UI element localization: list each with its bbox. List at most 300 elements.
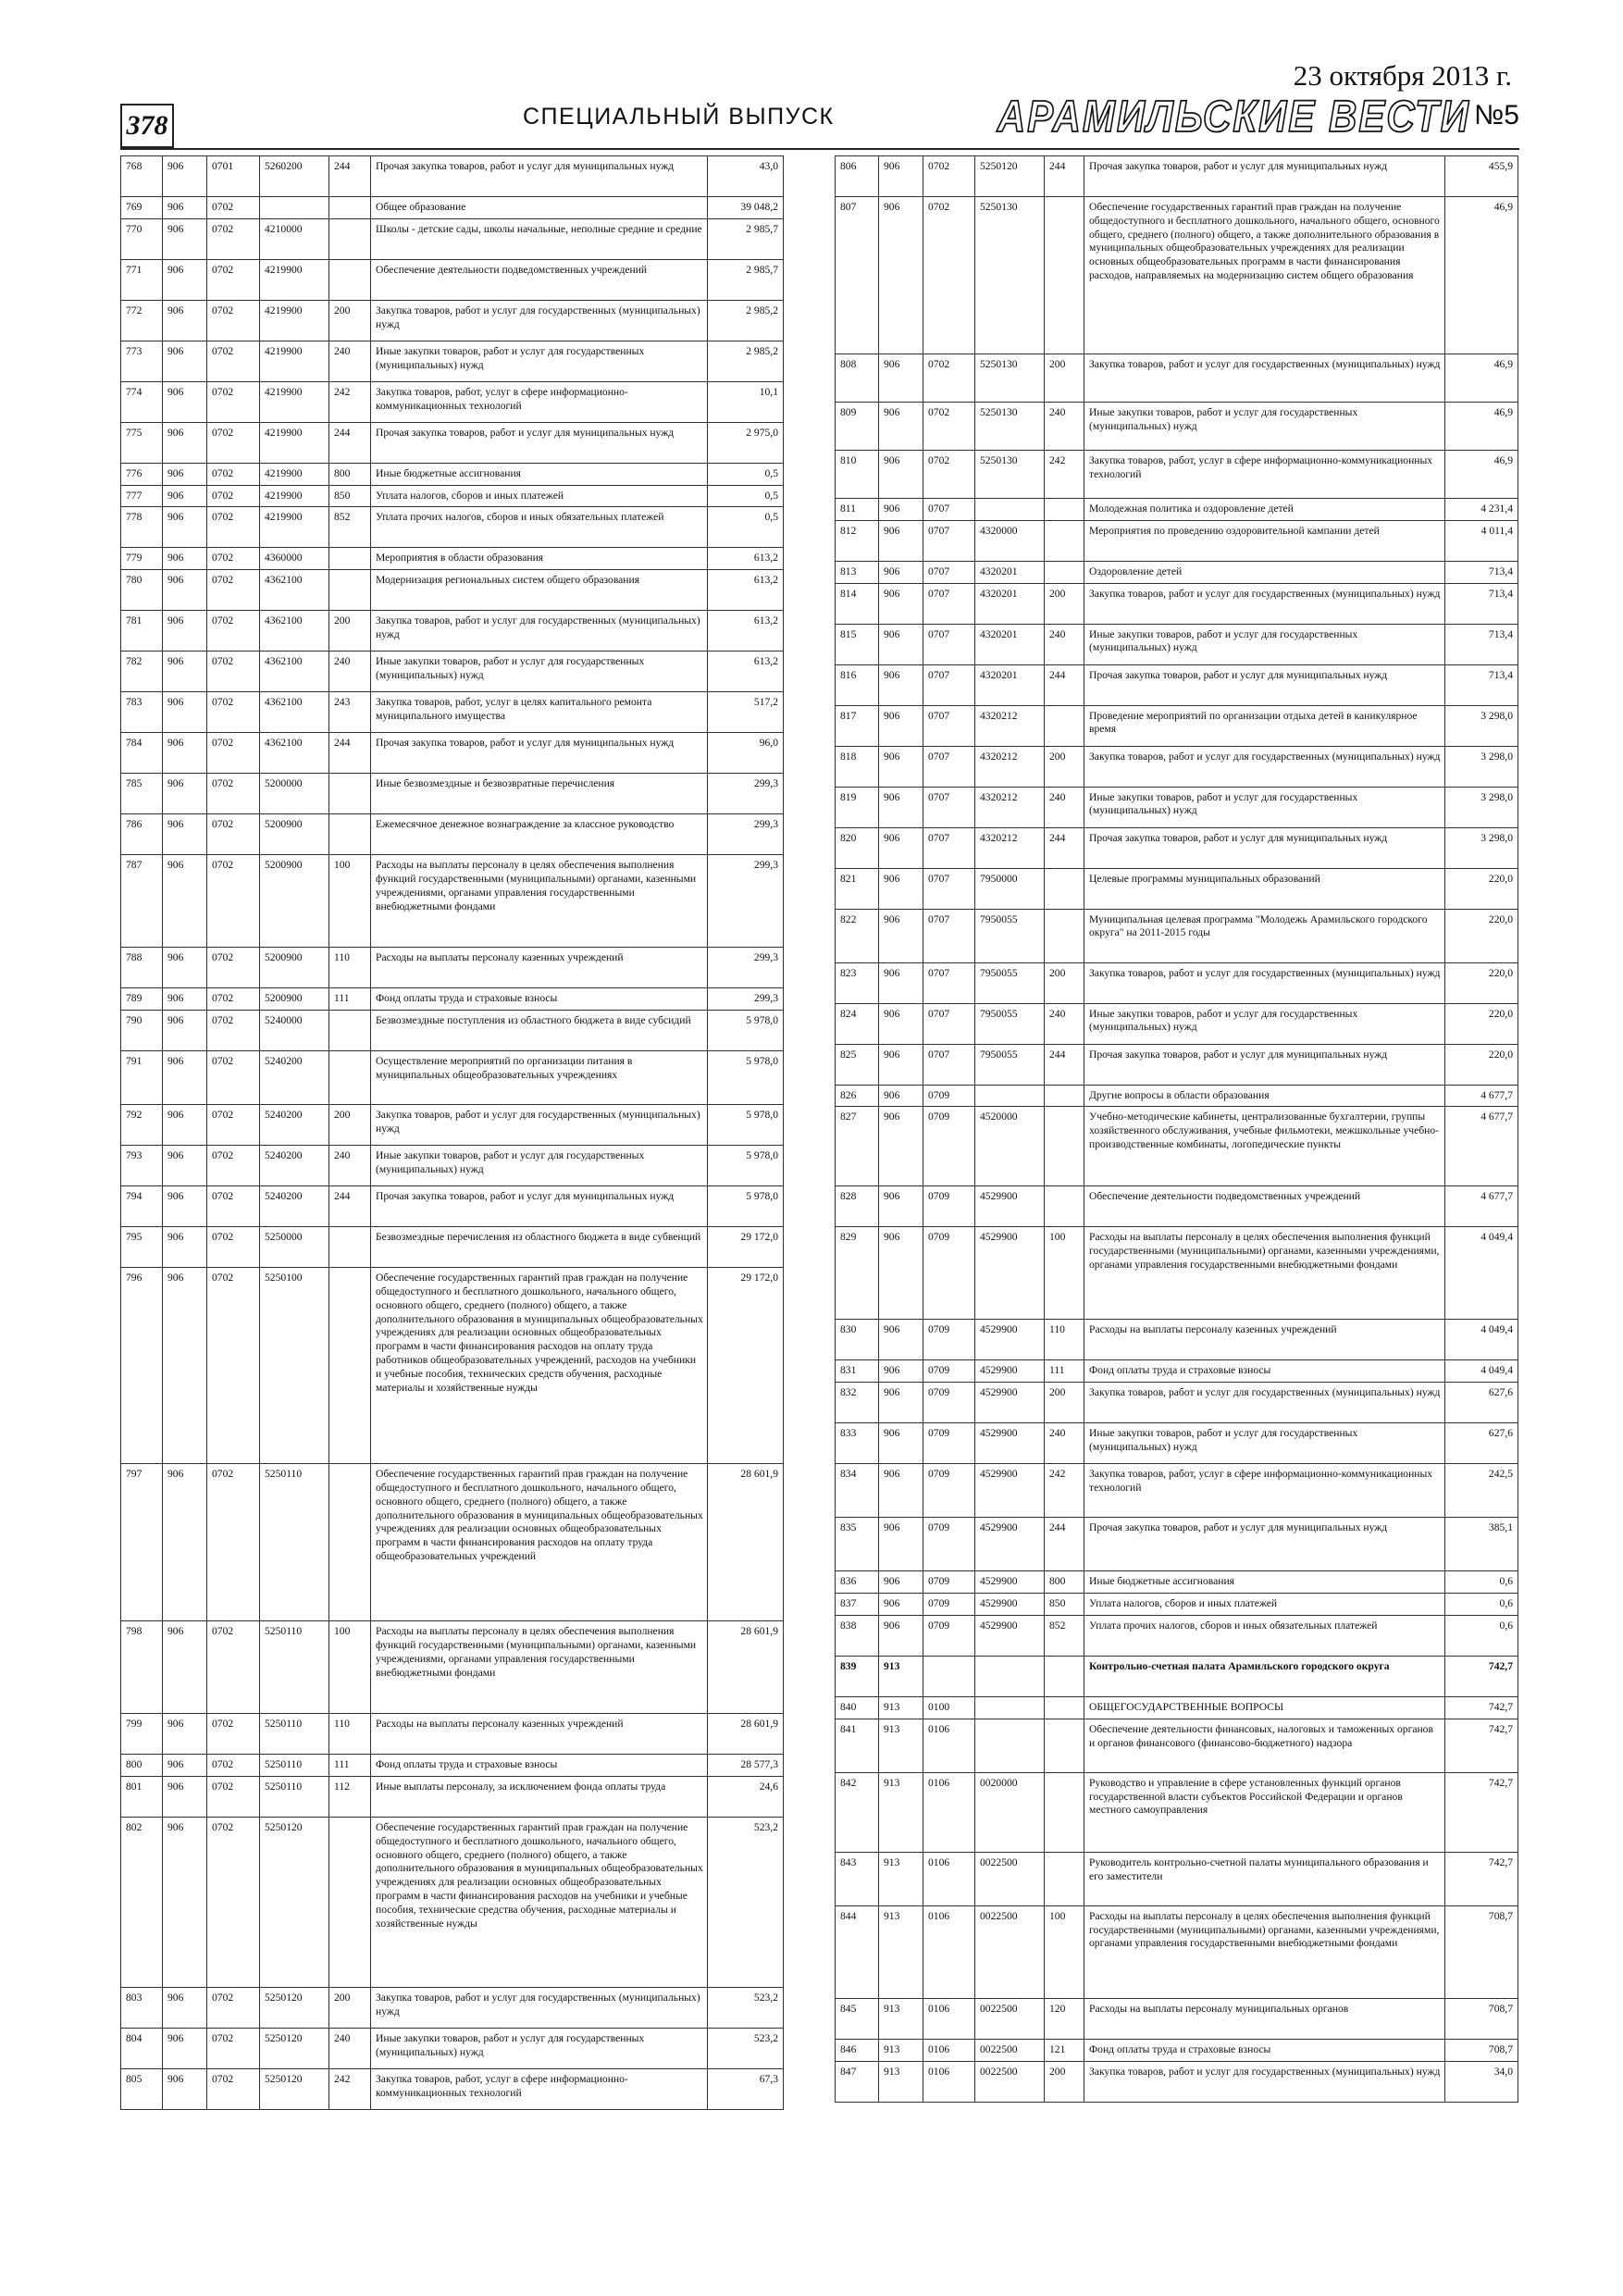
expense-name-cell: Обеспечение деятельности финансовых, налоговых и таможенных органов и органов финансового (финансово-бюджетного) надзора — [1084, 1719, 1445, 1772]
row-number-cell: 845 — [836, 1998, 879, 2039]
expense-name-cell: Общее образование — [371, 197, 708, 219]
section-code-cell: 0702 — [207, 1268, 260, 1464]
expense-type-cell: 242 — [329, 381, 371, 422]
target-article-cell: 5250120 — [260, 1987, 329, 2028]
section-code-cell: 0702 — [207, 1051, 260, 1105]
org-code-cell: 913 — [879, 1696, 923, 1719]
org-code-cell: 906 — [879, 868, 923, 909]
section-code-cell: 0709 — [923, 1186, 975, 1227]
expense-type-cell: 852 — [329, 507, 371, 548]
table-row — [121, 1227, 784, 1268]
amount-cell: 46,9 — [1445, 197, 1518, 354]
table-row — [121, 1268, 784, 1464]
row-number-cell: 834 — [836, 1464, 879, 1518]
amount-cell: 299,3 — [708, 855, 784, 948]
amount-cell: 220,0 — [1445, 1044, 1518, 1085]
section-code-cell — [923, 1656, 975, 1696]
amount-cell: 220,0 — [1445, 909, 1518, 962]
expense-type-cell: 200 — [1045, 583, 1084, 624]
row-number-cell: 769 — [121, 197, 163, 219]
expense-name-cell: Расходы на выплаты персоналу муниципальных органов — [1084, 1998, 1445, 2039]
target-article-cell: 5250110 — [260, 1755, 329, 1777]
expense-type-cell — [1045, 1186, 1084, 1227]
expense-type-cell: 111 — [1045, 1360, 1084, 1383]
table-row — [836, 1464, 1518, 1518]
expense-type-cell: 240 — [1045, 1003, 1084, 1044]
amount-cell: 708,7 — [1445, 1998, 1518, 2039]
expense-name-cell: Уплата прочих налогов, сборов и иных обязательных платежей — [371, 507, 708, 548]
amount-cell: 613,2 — [708, 611, 784, 652]
section-code-cell: 0701 — [207, 156, 260, 197]
target-article-cell: 5250130 — [975, 451, 1045, 499]
section-code-cell: 0702 — [207, 1011, 260, 1051]
org-code-cell: 906 — [879, 583, 923, 624]
table-row — [836, 1044, 1518, 1085]
expense-type-cell: 121 — [1045, 2039, 1084, 2061]
section-code-cell: 0702 — [207, 774, 260, 814]
section-code-cell: 0702 — [207, 341, 260, 381]
target-article-cell: 5250120 — [260, 2068, 329, 2109]
target-article-cell: 5240200 — [260, 1186, 329, 1227]
target-article-cell: 4362100 — [260, 652, 329, 692]
expense-type-cell: 120 — [1045, 1998, 1084, 2039]
expense-name-cell: Закупка товаров, работ и услуг для государственных (муниципальных) нужд — [371, 300, 708, 341]
table-row — [836, 1360, 1518, 1383]
expense-name-cell: Расходы на выплаты персоналу в целях обеспечения выполнения функций государственными (муниципальными) органами, казенными учреждениями, органами управления государственными внебюджетными фондами — [371, 1621, 708, 1714]
amount-cell: 46,9 — [1445, 403, 1518, 451]
section-code-cell: 0702 — [207, 1186, 260, 1227]
expense-name-cell: Уплата налогов, сборов и иных платежей — [371, 485, 708, 507]
target-article-cell: 5240200 — [260, 1105, 329, 1146]
expense-name-cell: Прочая закупка товаров, работ и услуг для муниципальных нужд — [1084, 1518, 1445, 1571]
section-code-cell: 0100 — [923, 1696, 975, 1719]
section-code-cell: 0702 — [207, 218, 260, 259]
section-code-cell: 0707 — [923, 583, 975, 624]
expense-name-cell: Школы - детские сады, школы начальные, неполные средние и средние — [371, 218, 708, 259]
target-article-cell: 4219900 — [260, 300, 329, 341]
target-article-cell: 4362100 — [260, 611, 329, 652]
table-row — [836, 1719, 1518, 1772]
table-row — [121, 463, 784, 485]
table-row — [836, 2039, 1518, 2061]
target-article-cell: 5250130 — [975, 403, 1045, 451]
row-number-cell: 788 — [121, 948, 163, 988]
section-code-cell: 0702 — [207, 814, 260, 855]
expense-type-cell — [329, 1051, 371, 1105]
row-number-cell: 780 — [121, 570, 163, 611]
amount-cell: 0,6 — [1445, 1571, 1518, 1594]
expense-type-cell: 200 — [1045, 962, 1084, 1003]
expense-type-cell: 244 — [1045, 664, 1084, 705]
table-row — [836, 451, 1518, 499]
section-code-cell: 0709 — [923, 1594, 975, 1616]
expense-name-cell: Расходы на выплаты персоналу в целях обеспечения выполнения функций государственными (муниципальными) органами, казенными учреждениями, органами управления государственными внебюджетными фондами — [1084, 1227, 1445, 1320]
row-number-cell: 814 — [836, 583, 879, 624]
expense-name-cell: Иные закупки товаров, работ и услуг для государственных (муниципальных) нужд — [1084, 1003, 1445, 1044]
org-code-cell: 906 — [879, 520, 923, 561]
table-row — [121, 1714, 784, 1755]
table-row — [121, 2028, 784, 2068]
org-code-cell: 913 — [879, 2039, 923, 2061]
table-row — [121, 422, 784, 463]
target-article-cell: 5200900 — [260, 988, 329, 1011]
amount-cell: 24,6 — [708, 1776, 784, 1817]
org-code-cell: 906 — [163, 1714, 207, 1755]
expense-name-cell: Расходы на выплаты персоналу казенных учреждений — [371, 948, 708, 988]
org-code-cell: 906 — [163, 988, 207, 1011]
amount-cell: 713,4 — [1445, 664, 1518, 705]
amount-cell: 0,5 — [708, 485, 784, 507]
expense-name-cell: Закупка товаров, работ и услуг для государственных (муниципальных) нужд — [1084, 1383, 1445, 1423]
table-row — [121, 218, 784, 259]
org-code-cell: 906 — [163, 1146, 207, 1186]
amount-cell: 3 298,0 — [1445, 705, 1518, 746]
org-code-cell: 913 — [879, 1772, 923, 1852]
org-code-cell: 906 — [163, 259, 207, 300]
row-number-cell: 795 — [121, 1227, 163, 1268]
table-row — [836, 1186, 1518, 1227]
row-number-cell: 836 — [836, 1571, 879, 1594]
org-code-cell: 913 — [879, 2061, 923, 2102]
target-article-cell: 4219900 — [260, 259, 329, 300]
table-row — [836, 403, 1518, 451]
expense-name-cell: Фонд оплаты труда и страховые взносы — [371, 988, 708, 1011]
amount-cell: 613,2 — [708, 652, 784, 692]
header-rule — [120, 148, 1519, 150]
section-code-cell: 0709 — [923, 1423, 975, 1464]
target-article-cell: 5250120 — [260, 2028, 329, 2068]
expense-name-cell: Руководитель контрольно-счетной палаты муниципального образования и его заместители — [1084, 1852, 1445, 1905]
table-row — [836, 1320, 1518, 1360]
expense-type-cell: 100 — [1045, 1905, 1084, 1998]
amount-cell: 742,7 — [1445, 1696, 1518, 1719]
target-article-cell: 4529900 — [975, 1360, 1045, 1383]
table-row — [121, 341, 784, 381]
section-title: СПЕЦИАЛЬНЫЙ ВЫПУСК — [523, 104, 835, 130]
expense-type-cell — [329, 814, 371, 855]
target-article-cell: 5250130 — [975, 197, 1045, 354]
section-code-cell: 0707 — [923, 1044, 975, 1085]
amount-cell: 385,1 — [1445, 1518, 1518, 1571]
org-code-cell: 906 — [163, 1817, 207, 1987]
publication-logo: АРАМИЛЬСКИЕ ВЕСТИ — [997, 91, 1470, 142]
expense-name-cell: Прочая закупка товаров, работ и услуг для муниципальных нужд — [371, 422, 708, 463]
expense-type-cell: 200 — [1045, 354, 1084, 403]
expense-type-cell: 111 — [329, 1755, 371, 1777]
amount-cell: 2 985,2 — [708, 300, 784, 341]
section-code-cell: 0702 — [207, 1714, 260, 1755]
expense-name-cell: Фонд оплаты труда и страховые взносы — [1084, 2039, 1445, 2061]
org-code-cell: 906 — [163, 381, 207, 422]
row-number-cell: 821 — [836, 868, 879, 909]
section-code-cell: 0702 — [207, 422, 260, 463]
target-article-cell: 0022500 — [975, 1905, 1045, 1998]
expense-name-cell: Закупка товаров, работ и услуг для государственных (муниципальных) нужд — [1084, 2061, 1445, 2102]
expense-type-cell — [1045, 499, 1084, 521]
target-article-cell: 5200000 — [260, 774, 329, 814]
expense-name-cell: Уплата прочих налогов, сборов и иных обязательных платежей — [1084, 1615, 1445, 1656]
org-code-cell: 906 — [879, 1186, 923, 1227]
expense-type-cell: 244 — [1045, 1518, 1084, 1571]
expense-type-cell — [329, 1011, 371, 1051]
row-number-cell: 825 — [836, 1044, 879, 1085]
row-number-cell: 781 — [121, 611, 163, 652]
org-code-cell: 906 — [879, 197, 923, 354]
org-code-cell: 906 — [879, 1107, 923, 1186]
org-code-cell: 906 — [879, 746, 923, 787]
amount-cell: 299,3 — [708, 988, 784, 1011]
table-row — [121, 1755, 784, 1777]
target-article-cell: 4320201 — [975, 561, 1045, 583]
left-budget-table — [120, 155, 784, 2110]
row-number-cell: 824 — [836, 1003, 879, 1044]
target-article-cell: 4529900 — [975, 1464, 1045, 1518]
section-code-cell: 0709 — [923, 1227, 975, 1320]
expense-name-cell: Ежемесячное денежное вознаграждение за классное руководство — [371, 814, 708, 855]
amount-cell: 742,7 — [1445, 1656, 1518, 1696]
org-code-cell: 906 — [879, 561, 923, 583]
org-code-cell: 906 — [879, 1518, 923, 1571]
target-article-cell: 7950055 — [975, 909, 1045, 962]
section-code-cell: 0709 — [923, 1085, 975, 1107]
section-code-cell: 0707 — [923, 962, 975, 1003]
amount-cell: 220,0 — [1445, 868, 1518, 909]
expense-name-cell: Иные закупки товаров, работ и услуг для государственных (муниципальных) нужд — [371, 652, 708, 692]
org-code-cell: 906 — [163, 570, 207, 611]
target-article-cell: 4320201 — [975, 583, 1045, 624]
expense-name-cell: Иные закупки товаров, работ и услуг для государственных (муниципальных) нужд — [1084, 403, 1445, 451]
row-number-cell: 841 — [836, 1719, 879, 1772]
target-article-cell: 4529900 — [975, 1594, 1045, 1616]
expense-name-cell: Расходы на выплаты персоналу в целях обеспечения выполнения функций государственными (муниципальными) органами, казенными учреждениями, органами управления государственными внебюджетными фондами — [371, 855, 708, 948]
table-row — [836, 1615, 1518, 1656]
section-code-cell: 0707 — [923, 520, 975, 561]
org-code-cell: 906 — [163, 2028, 207, 2068]
org-code-cell: 906 — [879, 827, 923, 868]
target-article-cell: 4529900 — [975, 1383, 1045, 1423]
amount-cell: 5 978,0 — [708, 1186, 784, 1227]
target-article-cell: 5200900 — [260, 814, 329, 855]
org-code-cell: 906 — [163, 1987, 207, 2028]
expense-type-cell: 240 — [329, 2028, 371, 2068]
expense-type-cell: 240 — [1045, 624, 1084, 664]
amount-cell: 742,7 — [1445, 1852, 1518, 1905]
section-code-cell: 0702 — [207, 1146, 260, 1186]
org-code-cell: 906 — [163, 1776, 207, 1817]
org-code-cell: 906 — [163, 1227, 207, 1268]
table-row — [121, 2068, 784, 2109]
expense-type-cell: 100 — [1045, 1227, 1084, 1320]
row-number-cell: 807 — [836, 197, 879, 354]
target-article-cell: 5200900 — [260, 948, 329, 988]
row-number-cell: 843 — [836, 1852, 879, 1905]
table-row — [121, 855, 784, 948]
expense-name-cell: Прочая закупка товаров, работ и услуг для муниципальных нужд — [1084, 664, 1445, 705]
expense-type-cell — [1045, 561, 1084, 583]
table-row — [836, 1107, 1518, 1186]
row-number-cell: 822 — [836, 909, 879, 962]
amount-cell: 2 985,2 — [708, 341, 784, 381]
expense-type-cell: 240 — [1045, 403, 1084, 451]
expense-type-cell: 100 — [329, 1621, 371, 1714]
expense-name-cell: Прочая закупка товаров, работ и услуг для муниципальных нужд — [1084, 156, 1445, 197]
target-article-cell: 4320212 — [975, 787, 1045, 827]
expense-type-cell: 244 — [329, 733, 371, 774]
expense-name-cell: Учебно-методические кабинеты, централизованные бухгалтерии, группы хозяйственного обслуживания, учебные фильмотеки, межшкольные учебно-производственные комбинаты, логопедические пункты — [1084, 1107, 1445, 1186]
table-row — [836, 1423, 1518, 1464]
row-number-cell: 790 — [121, 1011, 163, 1051]
org-code-cell: 906 — [879, 1423, 923, 1464]
target-article-cell: 0022500 — [975, 1998, 1045, 2039]
section-code-cell: 0702 — [923, 403, 975, 451]
expense-name-cell: Иные закупки товаров, работ и услуг для государственных (муниципальных) нужд — [1084, 787, 1445, 827]
target-article-cell: 5240000 — [260, 1011, 329, 1051]
section-code-cell: 0702 — [923, 156, 975, 197]
target-article-cell: 5250130 — [975, 354, 1045, 403]
target-article-cell: 4362100 — [260, 570, 329, 611]
row-number-cell: 842 — [836, 1772, 879, 1852]
expense-type-cell: 240 — [1045, 787, 1084, 827]
section-code-cell: 0702 — [207, 548, 260, 570]
target-article-cell: 5250110 — [260, 1464, 329, 1621]
org-code-cell: 906 — [163, 652, 207, 692]
amount-cell: 46,9 — [1445, 451, 1518, 499]
row-number-cell: 773 — [121, 341, 163, 381]
expense-type-cell — [1045, 909, 1084, 962]
target-article-cell: 4360000 — [260, 548, 329, 570]
row-number-cell: 815 — [836, 624, 879, 664]
expense-name-cell: Закупка товаров, работ, услуг в сфере информационно-коммуникационных технологий — [371, 2068, 708, 2109]
page-number: 378 — [120, 104, 174, 148]
amount-cell: 242,5 — [1445, 1464, 1518, 1518]
section-code-cell: 0702 — [207, 1227, 260, 1268]
row-number-cell: 812 — [836, 520, 879, 561]
section-code-cell: 0702 — [207, 570, 260, 611]
target-article-cell: 5260200 — [260, 156, 329, 197]
org-code-cell: 906 — [163, 156, 207, 197]
amount-cell: 299,3 — [708, 814, 784, 855]
target-article-cell: 4529900 — [975, 1186, 1045, 1227]
section-code-cell: 0709 — [923, 1518, 975, 1571]
expense-type-cell — [329, 218, 371, 259]
table-row — [836, 664, 1518, 705]
section-code-cell: 0709 — [923, 1107, 975, 1186]
amount-cell: 67,3 — [708, 2068, 784, 2109]
amount-cell: 28 601,9 — [708, 1464, 784, 1621]
table-row — [836, 1085, 1518, 1107]
target-article-cell — [975, 1085, 1045, 1107]
target-article-cell: 4219900 — [260, 507, 329, 548]
expense-type-cell — [329, 570, 371, 611]
table-row — [121, 1987, 784, 2028]
section-code-cell: 0702 — [207, 1987, 260, 2028]
expense-name-cell: Муниципальная целевая программа "Молодежь Арамильского городского округа" на 2011-2015 годы — [1084, 909, 1445, 962]
org-code-cell: 913 — [879, 1998, 923, 2039]
expense-name-cell: Иные бюджетные ассигнования — [1084, 1571, 1445, 1594]
expense-type-cell — [329, 774, 371, 814]
amount-cell: 708,7 — [1445, 2039, 1518, 2061]
amount-cell: 3 298,0 — [1445, 746, 1518, 787]
table-row — [121, 948, 784, 988]
row-number-cell: 806 — [836, 156, 879, 197]
org-code-cell: 906 — [879, 354, 923, 403]
row-number-cell: 770 — [121, 218, 163, 259]
expense-name-cell: Закупка товаров, работ, услуг в сфере информационно-коммуникационных технологий — [1084, 1464, 1445, 1518]
org-code-cell: 906 — [879, 1044, 923, 1085]
target-article-cell: 5250110 — [260, 1776, 329, 1817]
section-code-cell: 0702 — [207, 463, 260, 485]
amount-cell: 4 677,7 — [1445, 1107, 1518, 1186]
org-code-cell: 906 — [163, 218, 207, 259]
expense-type-cell: 110 — [1045, 1320, 1084, 1360]
target-article-cell: 5250120 — [975, 156, 1045, 197]
expense-type-cell — [329, 548, 371, 570]
section-code-cell: 0702 — [207, 2028, 260, 2068]
row-number-cell: 835 — [836, 1518, 879, 1571]
row-number-cell: 786 — [121, 814, 163, 855]
expense-name-cell: Молодежная политика и оздоровление детей — [1084, 499, 1445, 521]
table-row — [121, 774, 784, 814]
section-code-cell: 0702 — [207, 855, 260, 948]
section-code-cell: 0707 — [923, 1003, 975, 1044]
table-row — [121, 259, 784, 300]
expense-name-cell: Иные безвозмездные и безвозвратные перечисления — [371, 774, 708, 814]
row-number-cell: 785 — [121, 774, 163, 814]
org-code-cell: 906 — [163, 1755, 207, 1777]
expense-name-cell: Обеспечение деятельности подведомственных учреждений — [371, 259, 708, 300]
table-row — [121, 1621, 784, 1714]
target-article-cell: 4320212 — [975, 746, 1045, 787]
table-row — [836, 827, 1518, 868]
expense-type-cell: 200 — [329, 1987, 371, 2028]
section-code-cell: 0702 — [207, 197, 260, 219]
table-row — [836, 1772, 1518, 1852]
row-number-cell: 816 — [836, 664, 879, 705]
expense-type-cell — [329, 197, 371, 219]
table-row — [836, 2061, 1518, 2102]
table-row — [121, 611, 784, 652]
expense-name-cell: Закупка товаров, работ и услуг для государственных (муниципальных) нужд — [1084, 962, 1445, 1003]
target-article-cell: 5250000 — [260, 1227, 329, 1268]
target-article-cell — [260, 197, 329, 219]
amount-cell: 5 978,0 — [708, 1051, 784, 1105]
target-article-cell: 7950055 — [975, 962, 1045, 1003]
row-number-cell: 829 — [836, 1227, 879, 1320]
amount-cell: 10,1 — [708, 381, 784, 422]
expense-type-cell: 200 — [1045, 1383, 1084, 1423]
expense-type-cell — [329, 1464, 371, 1621]
expense-type-cell: 240 — [329, 1146, 371, 1186]
row-number-cell: 792 — [121, 1105, 163, 1146]
org-code-cell: 906 — [163, 507, 207, 548]
amount-cell: 0,6 — [1445, 1615, 1518, 1656]
amount-cell: 220,0 — [1445, 962, 1518, 1003]
amount-cell: 613,2 — [708, 570, 784, 611]
section-code-cell: 0709 — [923, 1360, 975, 1383]
section-code-cell: 0702 — [923, 451, 975, 499]
org-code-cell: 906 — [879, 403, 923, 451]
row-number-cell: 817 — [836, 705, 879, 746]
row-number-cell: 798 — [121, 1621, 163, 1714]
org-code-cell: 906 — [879, 1320, 923, 1360]
section-code-cell: 0702 — [207, 2068, 260, 2109]
expense-name-cell: Расходы на выплаты персоналу казенных учреждений — [1084, 1320, 1445, 1360]
amount-cell: 39 048,2 — [708, 197, 784, 219]
org-code-cell: 906 — [879, 1594, 923, 1616]
target-article-cell: 4320212 — [975, 827, 1045, 868]
row-number-cell: 794 — [121, 1186, 163, 1227]
expense-name-cell: Мероприятия по проведению оздоровительной кампании детей — [1084, 520, 1445, 561]
